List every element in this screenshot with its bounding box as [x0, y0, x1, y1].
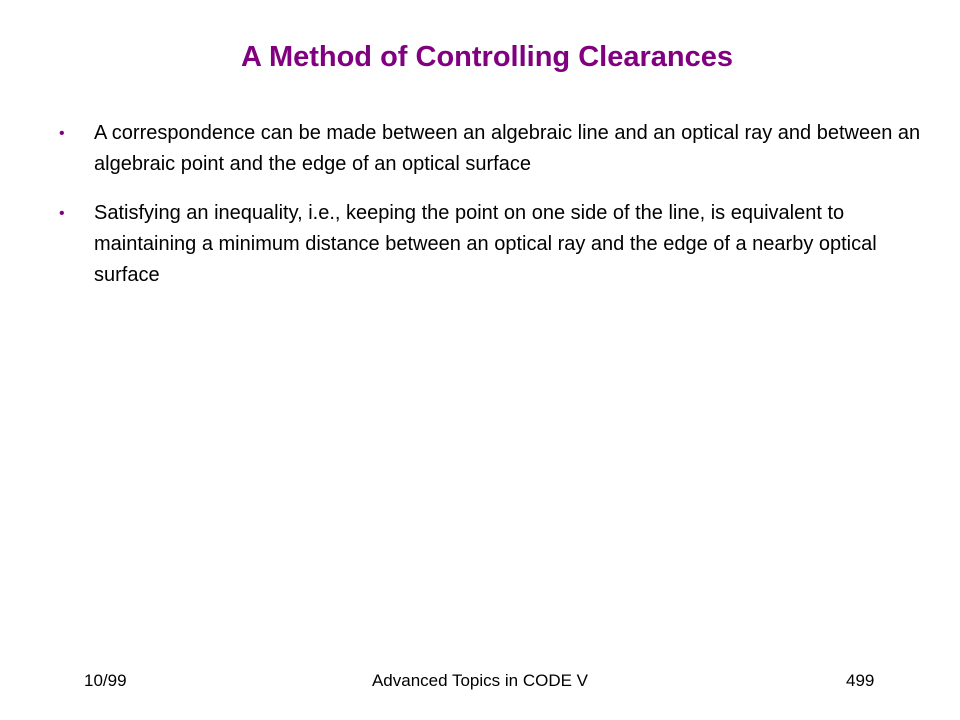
bullet-icon: •	[59, 205, 65, 222]
bullet-list	[56, 118, 936, 309]
footer-date: 10/99	[84, 671, 127, 690]
bullet-text: A correspondence can be made between an algebraic line and an optical ray and between an algebraic point and the edge of an optical surface	[94, 122, 921, 175]
bullet-item	[56, 118, 936, 180]
bullet-item	[56, 198, 936, 291]
footer-page-number: 499	[846, 671, 875, 690]
slide-title: A Method of Controlling Clearances	[241, 41, 733, 73]
bullet-text: Satisfying an inequality, i.e., keeping the point on one side of the line, is equivalent to maintaining a minimum distance between an optical ray and the edge of a nearby optical surface	[94, 202, 877, 286]
bullet-icon: •	[59, 125, 65, 142]
footer-course-title: Advanced Topics in CODE V	[371, 671, 589, 690]
